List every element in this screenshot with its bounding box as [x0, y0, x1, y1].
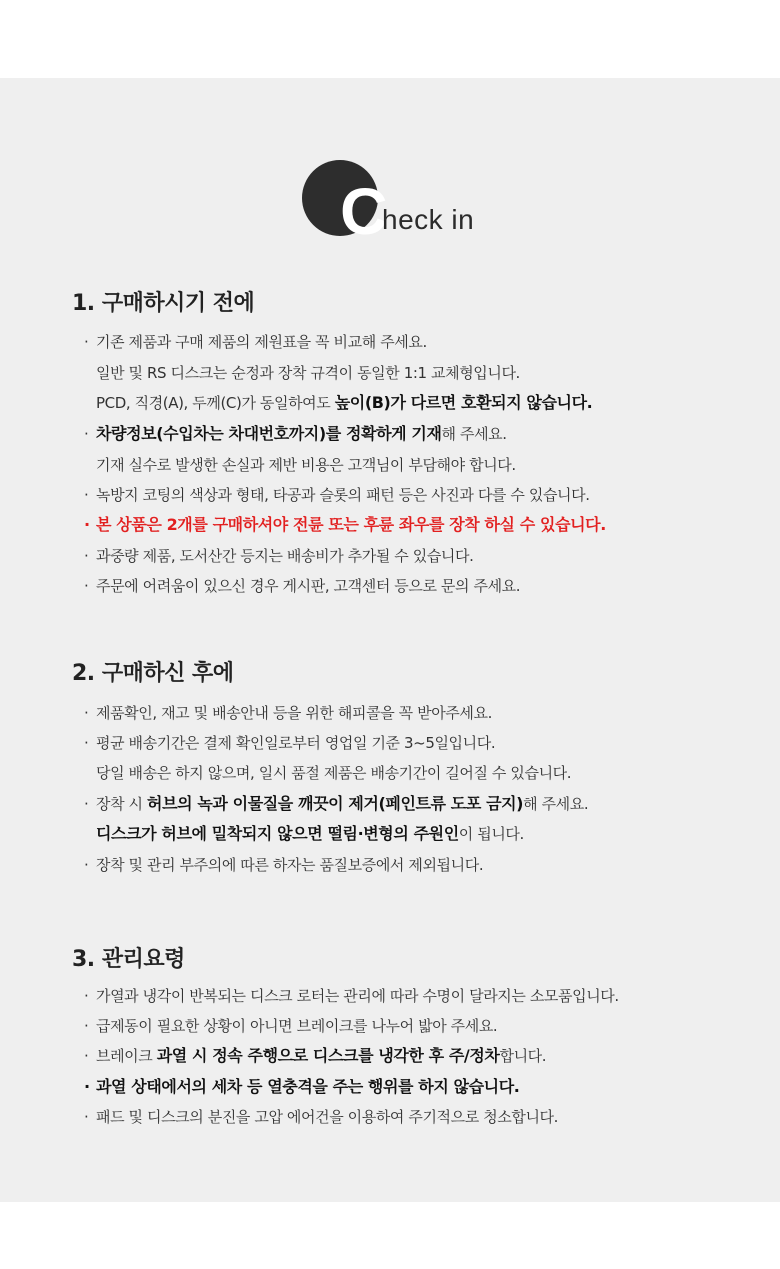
- list-item: · 가열과 냉각이 반복되는 디스크 로터는 관리에 따라 수명이 달라지는 소모품입니다.: [84, 987, 619, 1005]
- list-item: · 평균 배송기간은 결제 확인일로부터 영업일 기준 3~5일입니다.: [84, 734, 496, 752]
- section-title-maintenance: 3. 관리요령: [72, 947, 185, 972]
- list-item-continuation: 기재 실수로 발생한 손실과 제반 비용은 고객님이 부담해야 합니다.: [96, 456, 516, 474]
- list-item: · 장착 시 허브의 녹과 이물질을 깨끗이 제거(페인트류 도포 금지)해 주세요.: [84, 794, 589, 813]
- list-item: · 차량정보(수입차는 차대번호까지)를 정확하게 기재해 주세요.: [84, 424, 507, 443]
- list-item-continuation: PCD, 직경(A), 두께(C)가 동일하여도 높이(B)가 다르면 호환되지 않습니다.: [96, 393, 593, 412]
- list-item: · 과열 상태에서의 세차 등 열충격을 주는 행위를 하지 않습니다.: [84, 1077, 520, 1096]
- list-item: · 패드 및 디스크의 분진을 고압 에어건을 이용하여 주기적으로 청소합니다.: [84, 1108, 559, 1126]
- check-in-logo: [302, 160, 502, 250]
- list-item: · 과중량 제품, 도서산간 등지는 배송비가 추가될 수 있습니다.: [84, 547, 474, 565]
- list-item: · 급제동이 필요한 상황이 아니면 브레이크를 나누어 밟아 주세요.: [84, 1017, 498, 1035]
- list-item-continuation: 디스크가 허브에 밀착되지 않으면 떨림·변형의 주원인이 됩니다.: [96, 824, 524, 843]
- list-item-continuation: 일반 및 RS 디스크는 순정과 장착 규격이 동일한 1:1 교체형입니다.: [96, 364, 520, 382]
- list-item: · 브레이크 과열 시 정속 주행으로 디스크를 냉각한 후 주/정차합니다.: [84, 1046, 547, 1065]
- logo-c-letter: C: [340, 174, 388, 248]
- list-item-warning: · 본 상품은 2개를 구매하셔야 전륜 또는 후륜 좌우를 장착 하실 수 있습니다.: [84, 515, 606, 534]
- list-item: · 기존 제품과 구매 제품의 제원표을 꼭 비교해 주세요.: [84, 333, 427, 351]
- list-item: · 녹방지 코팅의 색상과 형태, 타공과 슬롯의 패턴 등은 사진과 다를 수 있습니다.: [84, 486, 590, 504]
- list-item: · 장착 및 관리 부주의에 따른 하자는 품질보증에서 제외됩니다.: [84, 856, 484, 874]
- logo-text: heck in: [382, 204, 475, 235]
- list-item-continuation: 당일 배송은 하지 않으며, 일시 품절 제품은 배송기간이 길어질 수 있습니다.: [96, 764, 572, 782]
- list-item: · 제품확인, 재고 및 배송안내 등을 위한 해피콜을 꼭 받아주세요.: [84, 704, 492, 722]
- section-title-after-purchase: 2. 구매하신 후에: [72, 661, 234, 686]
- section-title-before-purchase: 1. 구매하시기 전에: [72, 291, 255, 316]
- list-item: · 주문에 어려움이 있으신 경우 게시판, 고객센터 등으로 문의 주세요.: [84, 577, 521, 595]
